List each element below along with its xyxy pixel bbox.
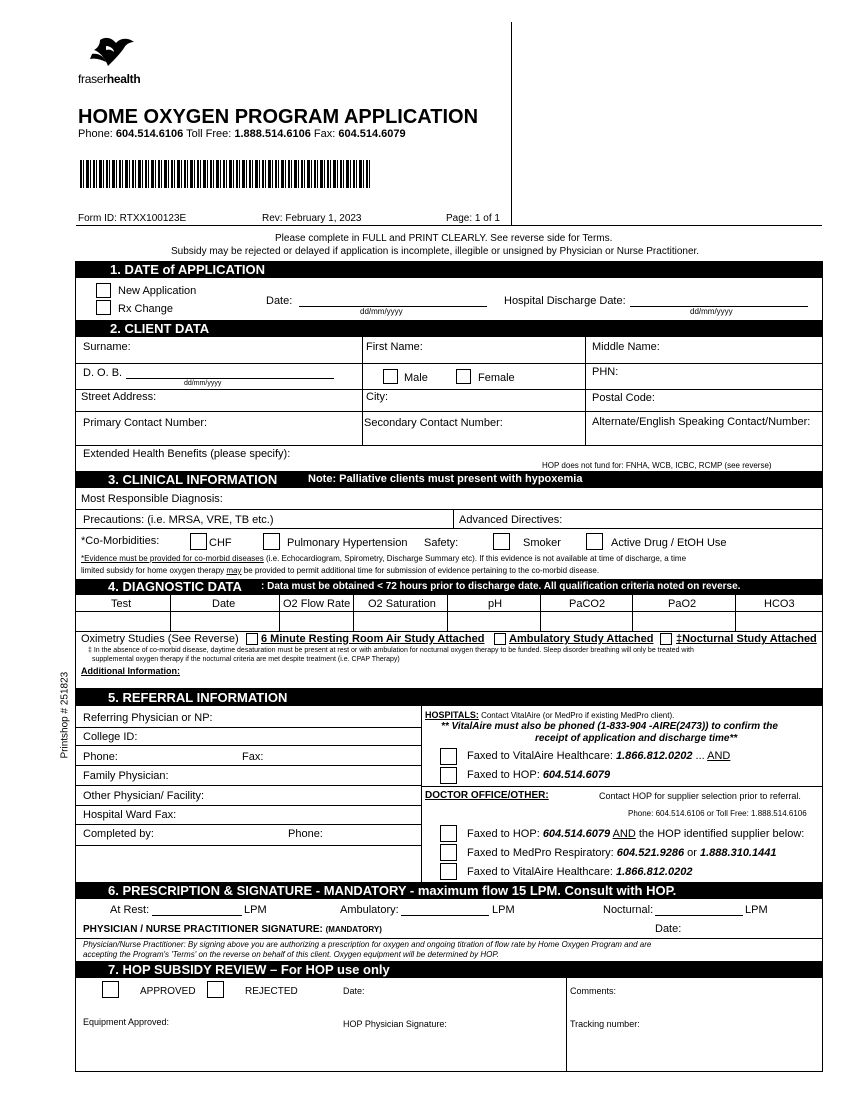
revision-date: Rev: February 1, 2023: [262, 213, 362, 224]
form-id: Form ID: RTXX100123E: [78, 213, 187, 224]
comments-label: Comments:: [570, 986, 617, 996]
section-1-header: 1. DATE of APPLICATION: [75, 261, 823, 278]
surname-label: Surname:: [83, 341, 131, 353]
hospital-ward-fax-label: Hospital Ward Fax:: [83, 809, 177, 821]
section-7-header: 7. HOP SUBSIDY REVIEW – For HOP use only: [75, 961, 823, 978]
college-id-label: College ID:: [83, 731, 138, 743]
approved-checkbox[interactable]: [102, 981, 119, 998]
client-row-line-4: [75, 445, 823, 446]
new-application-label: New Application: [118, 285, 197, 297]
col-hco3: HCO3: [764, 598, 795, 610]
doctor-office-phone: Phone: 604.514.6106 or Toll Free: 1.888.514.6106: [628, 809, 807, 818]
client-col-divider-1: [362, 337, 363, 445]
header-contact: Phone: 604.514.6106 Toll Free: 1.888.514.6106 Fax: 604.514.6079: [78, 128, 406, 140]
discharge-date-format: dd/mm/yyyy: [690, 307, 733, 316]
completed-by-label: Completed by:: [83, 828, 154, 840]
nocturnal-footnote-1: ‡ In the absence of co-morbid disease, daytime desaturation must be present at rest or with ambulation for nocturnal oxygen therapy to be funded. Sleep disorder breathing will only be treated with: [88, 647, 694, 654]
at-rest-unit: LPM: [244, 904, 267, 916]
signature-rule: [75, 938, 823, 939]
at-rest-field[interactable]: [152, 915, 242, 916]
signature-label: PHYSICIAN / NURSE PRACTITIONER SIGNATURE: (MANDATORY): [83, 924, 382, 935]
application-date-label: Date:: [266, 295, 293, 307]
ref-line-6: [75, 824, 421, 825]
section-3-header: 3. CLINICAL INFORMATION Note: Palliative clients must present with hypoxemia: [75, 471, 823, 488]
ref-line-1: [75, 727, 421, 728]
nocturnal-study-checkbox[interactable]: [660, 633, 672, 645]
discharge-date-label: Hospital Discharge Date:: [504, 295, 626, 307]
smoker-label: Smoker: [523, 537, 561, 549]
doctor-office-heading: DOCTOR OFFICE/OTHER:: [425, 790, 549, 801]
section-4-header: 4. DIAGNOSTIC DATA : Data must be obtained < 72 hours prior to discharge date. All qualification criteria noted on reverse.: [75, 579, 823, 595]
safety-label: Safety:: [424, 537, 459, 549]
client-col-divider-2: [585, 337, 586, 445]
faxed-vitalaire-label: Faxed to VitalAire Healthcare: 1.866.812.0202 ... AND: [467, 750, 731, 762]
ambulatory-field[interactable]: [401, 915, 489, 916]
street-address-label: Street Address:: [81, 391, 157, 403]
ref-line-3: [75, 765, 421, 766]
city-label: City:: [366, 391, 388, 403]
col-date: Date: [212, 598, 236, 610]
advanced-directives-label: Advanced Directives:: [459, 514, 563, 526]
faxed-hop-checkbox[interactable]: [440, 767, 457, 784]
form-bottom-border: [75, 1071, 823, 1072]
doctor-office-note: Contact HOP for supplier selection prior to referral.: [599, 791, 801, 801]
diagnosis-label: Most Responsible Diagnosis:: [81, 493, 223, 505]
hospitals-heading: HOSPITALS: Contact VitalAire (or MedPro if existing MedPro client).: [425, 710, 675, 720]
first-name-label: First Name:: [366, 341, 423, 353]
clinical-row-line-2: [75, 528, 823, 529]
referral-fax-label: Fax:: [242, 751, 264, 763]
logo-text-health: health: [106, 72, 141, 86]
page-number: Page: 1 of 1: [446, 213, 500, 224]
faxed-medpro-checkbox[interactable]: [440, 844, 457, 861]
instructions-line-2: Subsidy may be rejected or delayed if application is incomplete, illegible or unsigned by Physician or Nurse Practitioner.: [171, 246, 700, 257]
hop-funding-note: HOP does not fund for: FNHA, WCB, ICBC, RCMP (see reverse): [542, 461, 772, 470]
referring-physician-label: Referring Physician or NP:: [83, 712, 213, 724]
form-right-border: [822, 261, 823, 1071]
faxed-vitalaire-supplier-checkbox[interactable]: [440, 863, 457, 880]
ref-line-2: [75, 745, 421, 746]
resting-study-checkbox[interactable]: [246, 633, 258, 645]
vitalaire-phone-note-1: ** VitalAire must also be phoned (1-833-904 -AIRE(2473)) to confirm the: [441, 721, 778, 732]
nocturnal-footnote-2: supplemental oxygen therapy if the nocturnal criteria are met despite treatment (i.e. CPAP Therapy): [92, 656, 400, 663]
header-rule: [76, 225, 822, 226]
rx-change-label: Rx Change: [118, 303, 174, 315]
review-date-label: Date:: [343, 986, 365, 996]
ambulatory-label: Ambulatory:: [340, 904, 399, 916]
faxed-hop-supplier-checkbox[interactable]: [440, 825, 457, 842]
client-row-line-2: [75, 389, 823, 390]
precautions-label: Precautions: (i.e. MRSA, VRE, TB etc.): [83, 514, 274, 526]
oximetry-label: Oximetry Studies (See Reverse): [81, 633, 239, 645]
logo-text-fraser: fraser: [78, 72, 107, 86]
primary-contact-label: Primary Contact Number:: [83, 417, 208, 429]
diagnostic-data-entry-row[interactable]: [76, 612, 822, 630]
faxed-vitalaire-supplier-label: Faxed to VitalAire Healthcare: 1.866.812.0202: [467, 866, 693, 878]
client-row-line-1: [75, 363, 823, 364]
authorization-disclaimer-1: Physician/Nurse Practitioner: By signing above you are authorizing a prescription for oxygen and ongoing titration of flow rate by Home Oxygen Program and are: [83, 940, 652, 949]
rx-change-checkbox[interactable]: [96, 300, 111, 315]
ref-line-5: [75, 805, 421, 806]
ref-line-right: [421, 786, 822, 787]
smoker-checkbox[interactable]: [493, 533, 510, 550]
col-ph: pH: [488, 598, 503, 610]
male-label: Male: [404, 372, 428, 384]
signature-field[interactable]: [420, 922, 620, 936]
pulmonary-hypertension-label: Pulmonary Hypertension: [287, 537, 408, 549]
active-drug-checkbox[interactable]: [586, 533, 603, 550]
family-physician-label: Family Physician:: [83, 770, 169, 782]
phn-label: PHN:: [592, 366, 619, 378]
section-6-header: 6. PRESCRIPTION & SIGNATURE - MANDATORY - maximum flow 15 LPM. Consult with HOP.: [75, 882, 823, 899]
clinical-col-divider: [453, 509, 454, 528]
hop-review-col-divider: [566, 978, 567, 1071]
section-2-header: 2. CLIENT DATA: [75, 320, 823, 337]
resting-study-label: 6 Minute Resting Room Air Study Attached: [261, 633, 485, 645]
instructions-line-1: Please complete in FULL and PRINT CLEARLY. See reverse side for Terms.: [275, 233, 613, 244]
logo-mark-icon: [78, 34, 148, 70]
diag-table-line-2: [75, 631, 823, 632]
faxed-hop-label: Faxed to HOP: 604.514.6079: [467, 769, 611, 781]
evidence-note-1: *Evidence must be provided for co-morbid diseases (i.e. Echocardiogram, Spirometry, Discharge Summary etc). If this evidence is not available at time of discharge, a time: [81, 554, 687, 563]
postal-code-label: Postal Code:: [592, 392, 655, 404]
secondary-contact-label: Secondary Contact Number:: [364, 417, 503, 429]
application-date-format: dd/mm/yyyy: [360, 307, 403, 316]
chf-checkbox[interactable]: [190, 533, 207, 550]
ambulatory-study-label: Ambulatory Study Attached: [509, 633, 654, 645]
form-title: HOME OXYGEN PROGRAM APPLICATION: [78, 106, 479, 128]
col-paco2: PaCO2: [569, 598, 606, 610]
dob-format: dd/mm/yyyy: [184, 380, 222, 387]
other-physician-label: Other Physician/ Facility:: [83, 790, 205, 802]
referral-col-divider: [421, 706, 422, 882]
ref-line-7: [75, 845, 421, 846]
ambulatory-unit: LPM: [492, 904, 515, 916]
female-label: Female: [478, 372, 515, 384]
col-test: Test: [111, 598, 132, 610]
equipment-approved-label: Equipment Approved:: [83, 1017, 170, 1027]
alternate-contact-label: Alternate/English Speaking Contact/Number:: [592, 416, 811, 428]
dob-label: D. O. B.: [83, 367, 123, 379]
ref-line-4: [75, 785, 421, 786]
authorization-disclaimer-2: accepting the Program's 'Terms' on the reverse on behalf of this client. Oxygen equipment will be determined by HOP.: [83, 950, 499, 959]
referral-phone-label: Phone:: [83, 751, 118, 763]
form-left-border: [75, 261, 76, 1071]
nocturnal-field[interactable]: [655, 915, 743, 916]
header-divider: [511, 22, 512, 225]
male-checkbox[interactable]: [383, 369, 398, 384]
dob-field[interactable]: [126, 378, 334, 379]
nocturnal-unit: LPM: [745, 904, 768, 916]
completed-phone-label: Phone:: [288, 828, 323, 840]
approved-label: APPROVED: [140, 986, 196, 997]
pulmonary-hypertension-checkbox[interactable]: [263, 533, 280, 550]
col-o2-flow-rate: O2 Flow Rate: [283, 598, 351, 610]
female-checkbox[interactable]: [456, 369, 471, 384]
at-rest-label: At Rest:: [110, 904, 150, 916]
section-5-header: 5. REFERRAL INFORMATION: [75, 688, 823, 706]
evidence-note-2: limited subsidy for home oxygen therapy may be provided to permit additional time for submission of evidence pertaining to the co-morbid disease.: [81, 566, 600, 575]
client-row-line-3: [75, 411, 823, 412]
fraser-health-logo: [78, 34, 148, 86]
vitalaire-phone-note-2: receipt of application and discharge time**: [535, 733, 738, 744]
faxed-medpro-label: Faxed to MedPro Respiratory: 604.521.9286 or 1.888.310.1441: [467, 847, 777, 859]
additional-information-label: Additional Information:: [81, 666, 180, 676]
new-application-checkbox[interactable]: [96, 283, 111, 298]
tracking-number-label: Tracking number:: [570, 1019, 640, 1029]
faxed-hop-supplier-label: Faxed to HOP: 604.514.6079 AND the HOP identified supplier below:: [467, 828, 805, 840]
rejected-label: REJECTED: [245, 986, 298, 997]
middle-name-label: Middle Name:: [592, 341, 660, 353]
nocturnal-label: Nocturnal:: [603, 904, 654, 916]
active-drug-label: Active Drug / EtOH Use: [611, 537, 727, 549]
chf-label: CHF: [209, 537, 232, 549]
comorbidities-label: *Co-Morbidities:: [81, 535, 160, 547]
extended-health-label: Extended Health Benefits (please specify):: [83, 448, 291, 460]
col-pao2: PaO2: [668, 598, 697, 610]
faxed-vitalaire-checkbox[interactable]: [440, 748, 457, 765]
hop-physician-signature-label: HOP Physician Signature:: [343, 1019, 447, 1029]
ambulatory-study-checkbox[interactable]: [494, 633, 506, 645]
barcode: [80, 160, 370, 188]
signature-date-label: Date:: [655, 923, 682, 935]
rejected-checkbox[interactable]: [207, 981, 224, 998]
clinical-row-line-1: [75, 509, 823, 510]
col-o2-saturation: O2 Saturation: [368, 598, 436, 610]
printshop-number: Printshop # 251823: [59, 671, 71, 759]
nocturnal-study-label: ‡Nocturnal Study Attached: [676, 633, 817, 645]
